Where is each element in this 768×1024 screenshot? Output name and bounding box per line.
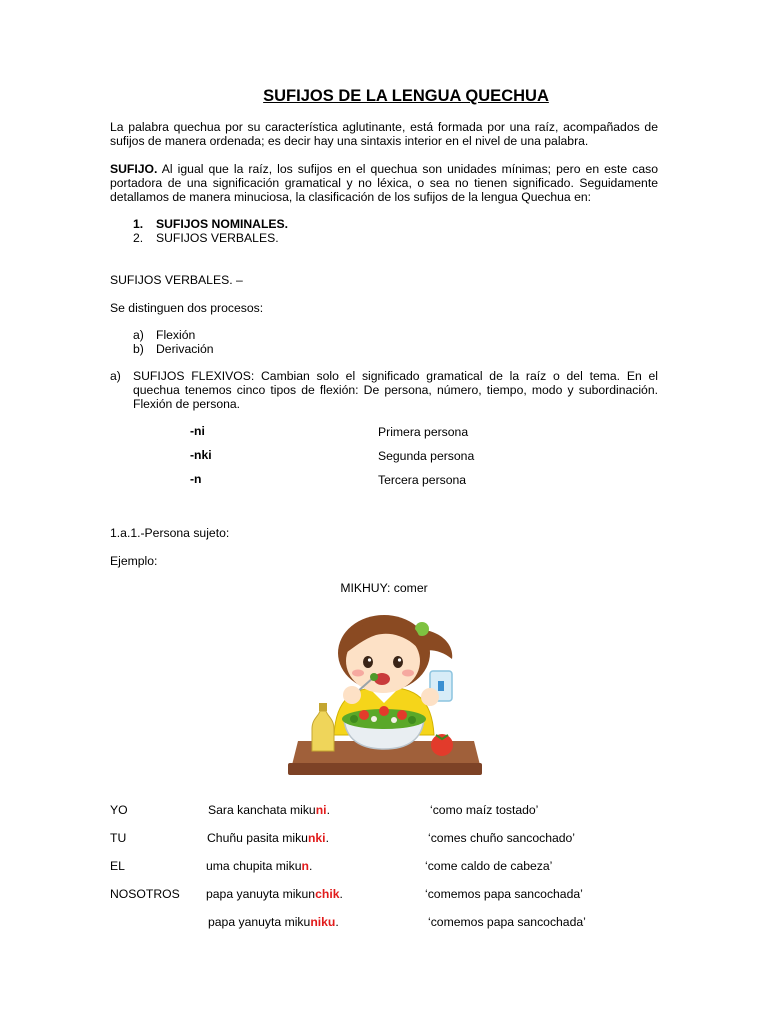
- sufijo-paragraph: [110, 162, 658, 204]
- proceso-letter: a): [133, 328, 144, 342]
- ejemplo-label: Ejemplo:: [110, 554, 158, 568]
- example-pronoun: EL: [110, 859, 125, 873]
- example-stem: uma chupita miku: [206, 859, 302, 873]
- example-end: .: [339, 887, 343, 901]
- proceso-label: Flexión: [156, 328, 196, 342]
- persona-suffix: -ni: [190, 424, 205, 438]
- example-gloss: ‘come caldo de cabeza’: [425, 859, 553, 873]
- classification-label: SUFIJOS VERBALES.: [156, 231, 279, 245]
- example-sentence: [206, 859, 312, 873]
- example-sentence: [207, 831, 329, 845]
- procesos-intro: Se distinguen dos procesos:: [110, 301, 264, 315]
- classification-item: [133, 217, 288, 231]
- flexivos-paragraph: SUFIJOS FLEXIVOS: Cambian solo el significado gramatical de la raíz o del tema. En el quechua tenemos cinco tipos de flexión: De persona, número, tiempo, modo y subordinación. Flexión de persona.: [133, 369, 658, 411]
- classification-number: 1.: [133, 217, 144, 231]
- example-gloss: ‘como maíz tostado’: [430, 803, 539, 817]
- classification-label: SUFIJOS NOMINALES.: [156, 217, 289, 231]
- example-sentence: [208, 803, 330, 817]
- persona-sujeto-heading: 1.a.1.-Persona sujeto:: [110, 526, 230, 540]
- classification-number: 2.: [133, 231, 144, 245]
- proceso-letter: b): [133, 342, 144, 356]
- example-end: .: [335, 915, 339, 929]
- proceso-item: [133, 342, 214, 356]
- sufijo-term: SUFIJO.: [110, 162, 158, 176]
- classification-item: [133, 231, 279, 245]
- example-sentence: [208, 915, 339, 929]
- example-stem: Chuñu pasita miku: [207, 831, 308, 845]
- example-stem: Sara kanchata miku: [208, 803, 316, 817]
- example-suffix: ni: [315, 803, 327, 817]
- example-pronoun: NOSOTROS: [110, 887, 180, 901]
- intro-paragraph: La palabra quechua por su característica aglutinante, está formada por una raíz, acompañados de sufijos de manera ordenada; es decir hay una sintaxis interior en el nivel de una palabra.: [110, 120, 658, 148]
- example-sentence: [206, 887, 343, 901]
- example-end: .: [308, 859, 313, 873]
- example-gloss: ‘comemos papa sancochada’: [425, 887, 583, 901]
- flexivos-letter: a): [110, 369, 121, 383]
- example-stem: papa yanuyta miku: [208, 915, 311, 929]
- example-end: .: [326, 803, 330, 817]
- page-title: SUFIJOS DE LA LENGUA QUECHUA: [263, 87, 549, 105]
- example-stem: papa yanuyta mikun: [206, 887, 316, 901]
- example-pronoun: YO: [110, 803, 128, 817]
- example-pronoun: TU: [110, 831, 127, 845]
- mikhuy-heading: MIKHUY: comer: [340, 581, 428, 595]
- example-end: .: [325, 831, 329, 845]
- proceso-label: Derivación: [156, 342, 214, 356]
- example-gloss: ‘comes chuño sancochado’: [428, 831, 576, 845]
- sufijo-text: Al igual que la raíz, los sufijos en el quechua son unidades mínimas; pero en este caso portadora de una significación gramatical y no léxica, o sea no tienen significado. Seguidamente detallamos de manera minuciosa, la clasificación de los sufijos de la lengua Quechua en:: [110, 162, 658, 204]
- verbales-heading: SUFIJOS VERBALES. –: [110, 273, 243, 287]
- persona-meaning: Primera persona: [378, 425, 469, 439]
- example-suffix: niku: [310, 915, 336, 929]
- persona-suffix: -n: [190, 472, 202, 486]
- persona-suffix: -nki: [190, 448, 212, 462]
- proceso-item: [133, 328, 195, 342]
- example-suffix: chik: [315, 887, 340, 901]
- persona-meaning: Tercera persona: [378, 473, 467, 487]
- example-gloss: ‘comemos papa sancochada’: [428, 915, 586, 929]
- persona-meaning: Segunda persona: [378, 449, 475, 463]
- girl-eating-salad-illustration: [284, 607, 486, 779]
- example-suffix: nki: [307, 831, 326, 845]
- example-suffix: n: [301, 859, 309, 873]
